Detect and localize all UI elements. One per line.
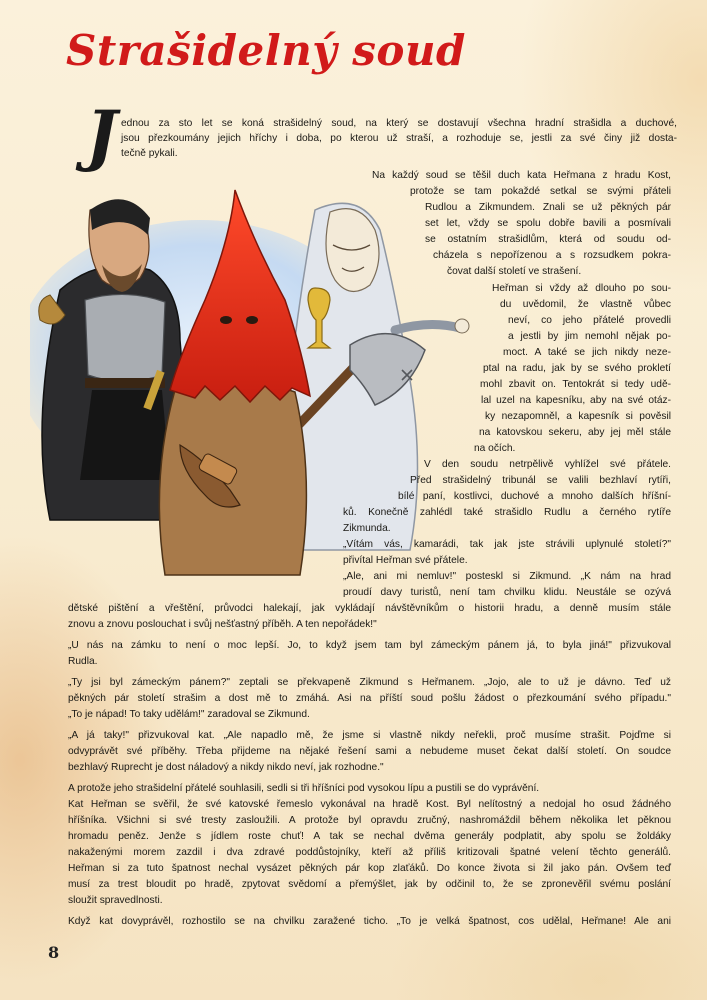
text-line: „A já taky!" přizvukoval kat. „Ale napadlo mě, že jsme si vlastně nikdy neřekli, proč musíme strašit. Pojďme si — [68, 730, 671, 741]
intro-line: jsou přezkoumány jejich hříchy i doba, po kterou už straší, a rozhoduje se, jestli za své činy již dosta- — [121, 133, 677, 145]
intro-line: ednou za sto let se koná strašidelný soud, na který se dostavují všechna hradní strašidla a duchové, — [121, 118, 677, 129]
text-line: mohl zbavit on. Tentokrát si tedy udě- — [480, 379, 671, 390]
text-line: sloužit spravedlnosti. — [68, 895, 163, 906]
text-line: Kat Heřman se svěřil, že své katovské řemeslo vykonával na hradě Kost. Byl nelítostný a nedojal ho osud žádného — [68, 799, 671, 810]
text-line: znovu a znovu poslouchat i svůj nešťastný příběh. A ten nepořádek!" — [68, 619, 377, 630]
text-line: musí za trest bloudit po hradě, zpytovat svědomí a přemýšlet, jak by odčinil to, že se zpronevěřil svému poslání — [68, 879, 671, 890]
text-line: „U nás na zámku to není o moc lepší. Jo, to když jsem tam byl zámeckým pánem já, to byla jiná!" přizvukoval — [68, 640, 671, 651]
text-line: hromadu peněz. Jenže s jídlem roste chuť! A tak se nechal dvěma generály podplatit, aby spolu se žoldáky — [68, 831, 671, 842]
text-line: „Ty jsi byl zámeckým pánem?" zeptali se překvapeně Zikmund s Heřmanem. „Jojo, ale to už je dávno. Teď už — [68, 677, 671, 688]
text-line: Heřman si za tuto špatnost nechal vysázet pěkných pár kop zlaťáků. Do konce života si žil jako pán. Ovšem teď — [68, 863, 671, 874]
drop-cap: J — [86, 96, 118, 174]
text-line: Heřman si vždy až dlouho po sou- — [492, 283, 671, 294]
text-line: V den soudu netrpělivě vyhlížel své přátele. — [424, 459, 671, 470]
text-line: cházela s nepořízenou a s rozsudkem pokra- — [433, 250, 671, 261]
text-line: dětské pištění a vřeštění, průvodci halekají, jak vykládají návštěvníkům o historii hradu, a denně musím stále — [68, 603, 671, 614]
text-line: se ostatním strašidlům, která od soudu od- — [425, 234, 671, 245]
text-line: nakaženými morem zazdil i dva zdravé poddůstojníky, kteří až příliš kritizovali špatné velení těchto generálů. — [68, 847, 671, 858]
text-line: ky nezapomněl, a kapesník si pověsil — [485, 411, 671, 422]
text-line: proudí davy turistů, není tam chvilku klidu. Neustále se ozývá — [343, 587, 671, 598]
text-line: na katovskou sekeru, aby jej měl stále — [479, 427, 671, 438]
text-line: bezhlavý Ruprecht je dost náladový a nikdy nikdo neví, jak rozhodne." — [68, 762, 384, 773]
text-line: Rudla. — [68, 656, 98, 667]
text-line: neví, co jeho přátelé provedli — [508, 315, 671, 326]
text-line: Na každý soud se těšil duch kata Heřmana z hradu Kost, — [372, 170, 671, 181]
text-line: ků. Konečně zahlédl také strašidlo Rudlu a černého rytíře — [343, 507, 671, 518]
text-line: pěkných pár století strašim a dost mě to zmáhá. Asi na příští soud pošlu žádost o přezkoumání svého případu." — [68, 693, 671, 704]
text-line: bílé paní, kostlivci, duchové a mnoho dalších hříšní- — [398, 491, 671, 502]
text-line: „To je nápad! To taky udělám!" zaradoval se Zikmund. — [68, 709, 310, 720]
text-line: „Ale, ani mi nemluv!" posteskl si Zikmund. „K nám na hrad — [343, 571, 671, 582]
text-line: Když kat dovyprávěl, rozhostilo se na chvilku zaražené ticho. „To je velká špatnost, cos udělal, Heřmane! Ale ani — [68, 916, 671, 927]
text-line: ptal na radu, jak by se svého prokletí — [483, 363, 671, 374]
text-line: du uvědomil, že vlastně vůbec — [500, 299, 671, 310]
text-line: protože se tam pokaždé setkal se svými přáteli — [410, 186, 671, 197]
text-line: moct. A také se jich nikdy neze- — [503, 347, 671, 358]
text-line: lal uzel na kapesníku, aby na své otáz- — [481, 395, 671, 406]
intro-paragraph — [121, 116, 677, 162]
text-line: čovat další století ve strašení. — [447, 266, 582, 277]
text-line: přivítal Heřman své přátele. — [343, 555, 468, 566]
intro-line: tečně pykali. — [121, 148, 178, 160]
text-line: a jestli by jim nemohl nějak po- — [508, 331, 671, 342]
text-line: na očích. — [474, 443, 516, 454]
text-line: hříšníka. Všichni si své tresty zasloužili. A protože byl opravdu zručný, nashromáždil během několika let pěknou — [68, 815, 671, 826]
text-line: odvyprávět své příběhy. Třeba přijdeme na nějaké řešení sami a nebudeme muset čekat další století. On soudce — [68, 746, 671, 757]
text-line: Rudlou a Zikmundem. Znali se už pěkných pár — [425, 202, 671, 213]
text-line: A protože jeho strašidelní přátelé souhlasili, sedli si tři hříšníci pod vysokou lípu a pustili se do vyprávění. — [68, 783, 540, 794]
text-line: set let, vždy se spolu dobře bavili a posmívali — [425, 218, 671, 229]
text-line: Před strašidelný tribunál se valili bezhlaví rytíři, — [410, 475, 671, 486]
page-title: Strašidelný soud — [66, 26, 466, 75]
text-line: Zikmunda. — [343, 523, 391, 534]
text-line: „Vítám vás, kamarádi, tak jak jste strávili uplynulé století?" — [343, 539, 671, 550]
page-number: 8 — [48, 943, 60, 962]
